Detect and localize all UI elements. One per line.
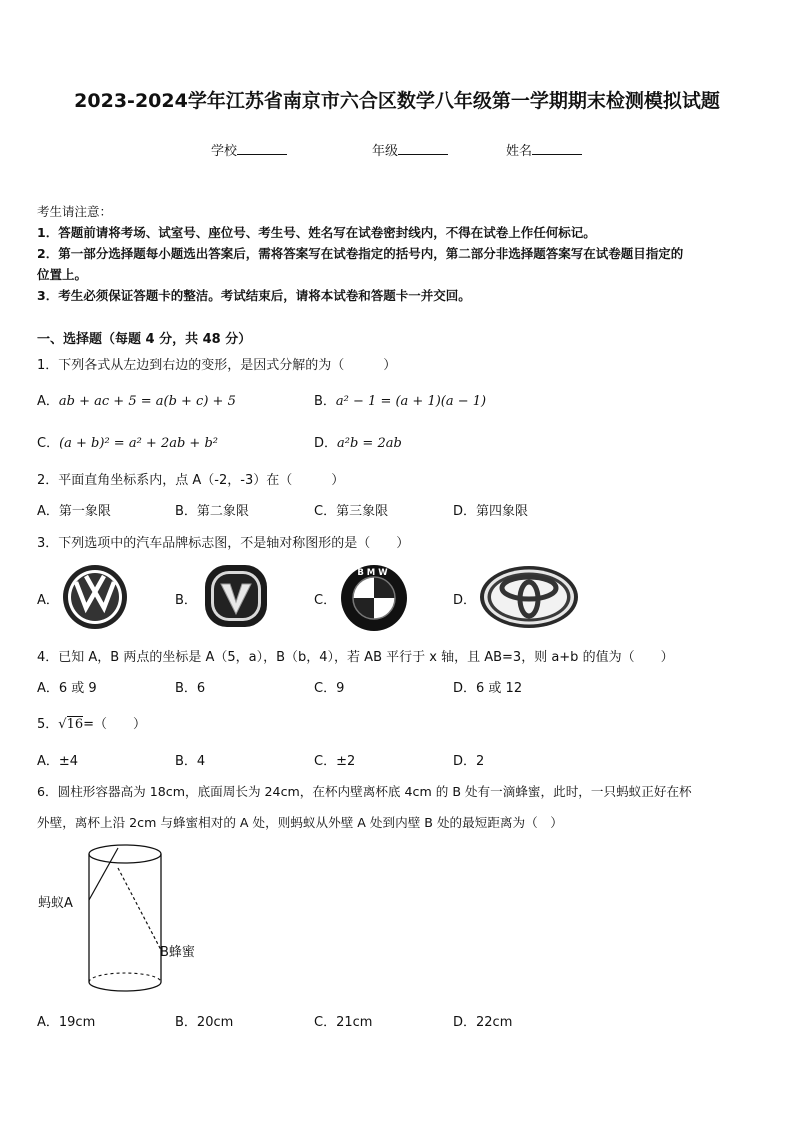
toyota-logo-icon xyxy=(478,564,580,630)
name-blank[interactable] xyxy=(532,142,582,155)
q4-stem: 4．已知 A，B 两点的坐标是 A（5，a），B（b，4），若 AB 平行于 x 轴，且 AB=3，则 a+b 的值为（ ） xyxy=(37,650,674,665)
q5-stem xyxy=(37,713,146,732)
notice-item-2: 2．第一部分选择题每小题选出答案后，需将答案写在试卷指定的括号内，第二部分非选择题答案写在试卷题目指定的 xyxy=(37,246,684,261)
q3-option-d-label[interactable]: D． xyxy=(453,593,477,608)
q3-stem: 3．下列选项中的汽车品牌标志图，不是轴对称图形的是（ ） xyxy=(37,536,410,551)
q1-d-label: D． xyxy=(314,436,338,451)
school-blank[interactable] xyxy=(237,142,287,155)
q2-stem: 2．平面直角坐标系内，点 A（-2，-3）在（ ） xyxy=(37,473,345,488)
q1-a-label: A． xyxy=(37,394,59,409)
path-rim-to-b xyxy=(118,868,161,950)
grade-blank[interactable] xyxy=(398,142,448,155)
bmw-logo-icon xyxy=(340,564,408,632)
name-label: 姓名 xyxy=(506,144,533,159)
sqrt-icon: √ xyxy=(58,717,67,732)
q2-option-d[interactable]: D．第四象限 xyxy=(453,504,529,519)
q1-stem: 1．下列各式从左边到右边的变形，是因式分解的为（ ） xyxy=(37,358,397,373)
school-field xyxy=(211,140,287,159)
changan-logo-icon xyxy=(202,562,270,630)
q1-option-d[interactable] xyxy=(314,432,402,451)
ant-label: 蚂蚁A xyxy=(38,896,73,911)
q1-d-formula: a²b = 2ab xyxy=(337,436,402,451)
grade-field xyxy=(372,140,448,159)
q5-rest: =（ ） xyxy=(83,717,147,732)
notice-item-1: 1．答题前请将考场、试室号、座位号、考生号、姓名写在试卷密封线内，不得在试卷上作任何标记。 xyxy=(37,225,596,240)
path-a-to-rim xyxy=(89,848,118,900)
q4-option-d[interactable]: D．6 或 12 xyxy=(453,681,523,696)
q5-option-a[interactable]: A．±4 xyxy=(37,754,79,769)
section-heading: 一、选择题（每题 4 分，共 48 分） xyxy=(37,332,252,347)
volkswagen-logo-icon xyxy=(62,564,128,630)
q5-option-b[interactable]: B．4 xyxy=(175,754,206,769)
q5-option-d[interactable]: D．2 xyxy=(453,754,485,769)
q5-option-c[interactable]: C．±2 xyxy=(314,754,356,769)
name-field xyxy=(506,140,582,159)
q2-option-b[interactable]: B．第二象限 xyxy=(175,504,249,519)
honey-label: B蜂蜜 xyxy=(160,945,195,960)
q6-stem-line1: 6．圆柱形容器高为 18cm，底面周长为 24cm，在杯内壁离杯底 4cm 的 B 处有一滴蜂蜜，此时，一只蚂蚁正好在杯 xyxy=(37,784,692,799)
bmw-lettering: BMW xyxy=(357,568,391,578)
notice-heading: 考生请注意： xyxy=(37,204,113,219)
q5-number: 5． xyxy=(37,717,59,732)
school-label: 学校 xyxy=(211,144,238,159)
q2-option-a[interactable]: A．第一象限 xyxy=(37,504,111,519)
q6-option-c[interactable]: C．21cm xyxy=(314,1015,373,1030)
q1-option-a[interactable] xyxy=(37,390,236,409)
notice-item-2-cont: 位置上。 xyxy=(37,267,88,282)
q6-option-d[interactable]: D．22cm xyxy=(453,1015,513,1030)
q2-option-c[interactable]: C．第三象限 xyxy=(314,504,389,519)
cylinder-diagram xyxy=(80,840,170,1000)
q1-c-formula: (a + b)² = a² + 2ab + b² xyxy=(59,436,218,451)
q1-b-label: B． xyxy=(314,394,336,409)
q4-option-b[interactable]: B．6 xyxy=(175,681,206,696)
q1-c-label: C． xyxy=(37,436,60,451)
q1-option-c[interactable] xyxy=(37,432,218,451)
notice-item-3: 3．考生必须保证答题卡的整洁。考试结束后，请将本试卷和答题卡一并交回。 xyxy=(37,288,471,303)
q4-option-c[interactable]: C．9 xyxy=(314,681,345,696)
q6-option-b[interactable]: B．20cm xyxy=(175,1015,234,1030)
q6-stem-line2: 外壁，离杯上沿 2cm 与蜂蜜相对的 A 处，则蚂蚁从外壁 A 处到内壁 B 处的最短距离为（ ） xyxy=(37,815,563,830)
q3-option-c-label[interactable]: C． xyxy=(314,593,337,608)
q1-option-b[interactable] xyxy=(314,390,486,409)
grade-label: 年级 xyxy=(372,144,399,159)
q6-option-a[interactable]: A．19cm xyxy=(37,1015,96,1030)
q1-a-formula: ab + ac + 5 = a(b + c) + 5 xyxy=(58,394,236,409)
q3-option-b-label[interactable]: B． xyxy=(175,593,197,608)
q5-radicand: 16 xyxy=(66,717,84,732)
page-title: 2023-2024学年江苏省南京市六合区数学八年级第一学期期末检测模拟试题 xyxy=(74,90,720,112)
q4-option-a[interactable]: A．6 或 9 xyxy=(37,681,97,696)
q3-option-a-label[interactable]: A． xyxy=(37,593,59,608)
q1-b-formula: a² − 1 = (a + 1)(a − 1) xyxy=(335,394,487,409)
